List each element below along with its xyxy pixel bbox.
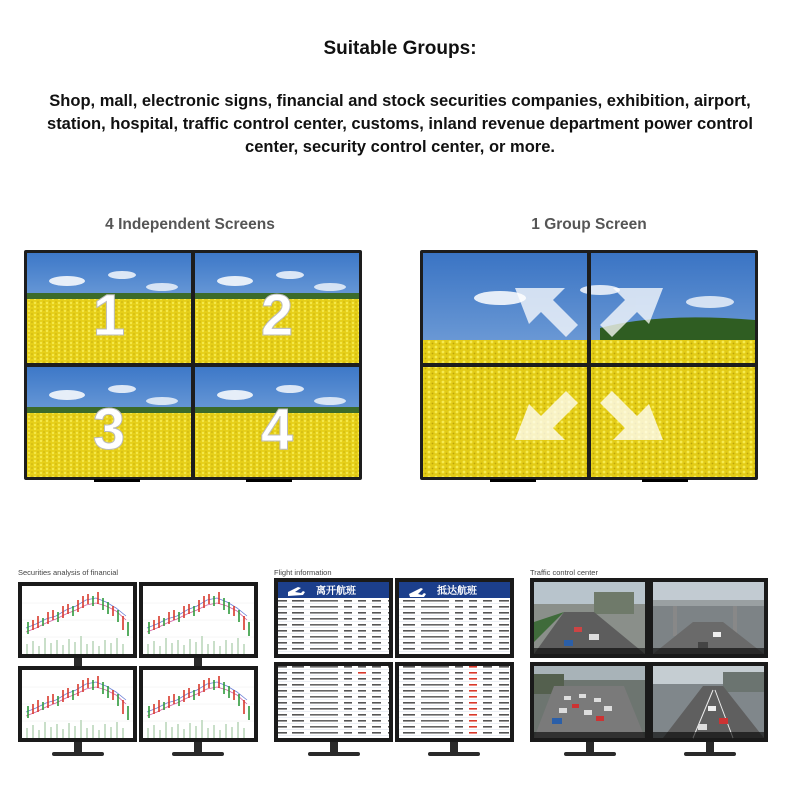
- flight-use-case: [274, 568, 522, 768]
- screen-number-3: 3: [92, 397, 126, 462]
- screen-3: [27, 367, 191, 477]
- departures-title: 离开航班: [316, 586, 356, 597]
- screen-4: [195, 367, 359, 477]
- flight-label: Flight information: [274, 568, 332, 577]
- suitable-groups-heading: Suitable Groups:: [323, 38, 477, 59]
- screen-1: [27, 253, 191, 363]
- traffic-label: Traffic control center: [530, 568, 598, 577]
- screen-number-4: 4: [260, 397, 294, 462]
- financial-label: Securities analysis of financial: [18, 568, 119, 577]
- screen-number-1: 1: [92, 283, 126, 348]
- screen-2: [195, 253, 359, 363]
- suitable-groups-description: Shop, mall, electronic signs, financial and stock securities companies, exhibition, airport, station, hospital, traffic control center, customs, inland revenue department power control center, security control center, or more.: [47, 92, 753, 156]
- group-screen-caption: 1 Group Screen: [531, 216, 647, 233]
- traffic-monitors: [530, 568, 778, 768]
- screen-number-2: 2: [260, 283, 294, 348]
- arrivals-title: 抵达航班: [437, 586, 477, 597]
- financial-monitors: [18, 568, 266, 768]
- independent-screens-caption: 4 Independent Screens: [105, 216, 275, 233]
- flight-monitors: [274, 568, 522, 768]
- traffic-use-case: [530, 568, 778, 768]
- financial-use-case: [18, 568, 266, 768]
- group-screen-wall: [420, 250, 758, 480]
- independent-screens-wall: [24, 250, 362, 480]
